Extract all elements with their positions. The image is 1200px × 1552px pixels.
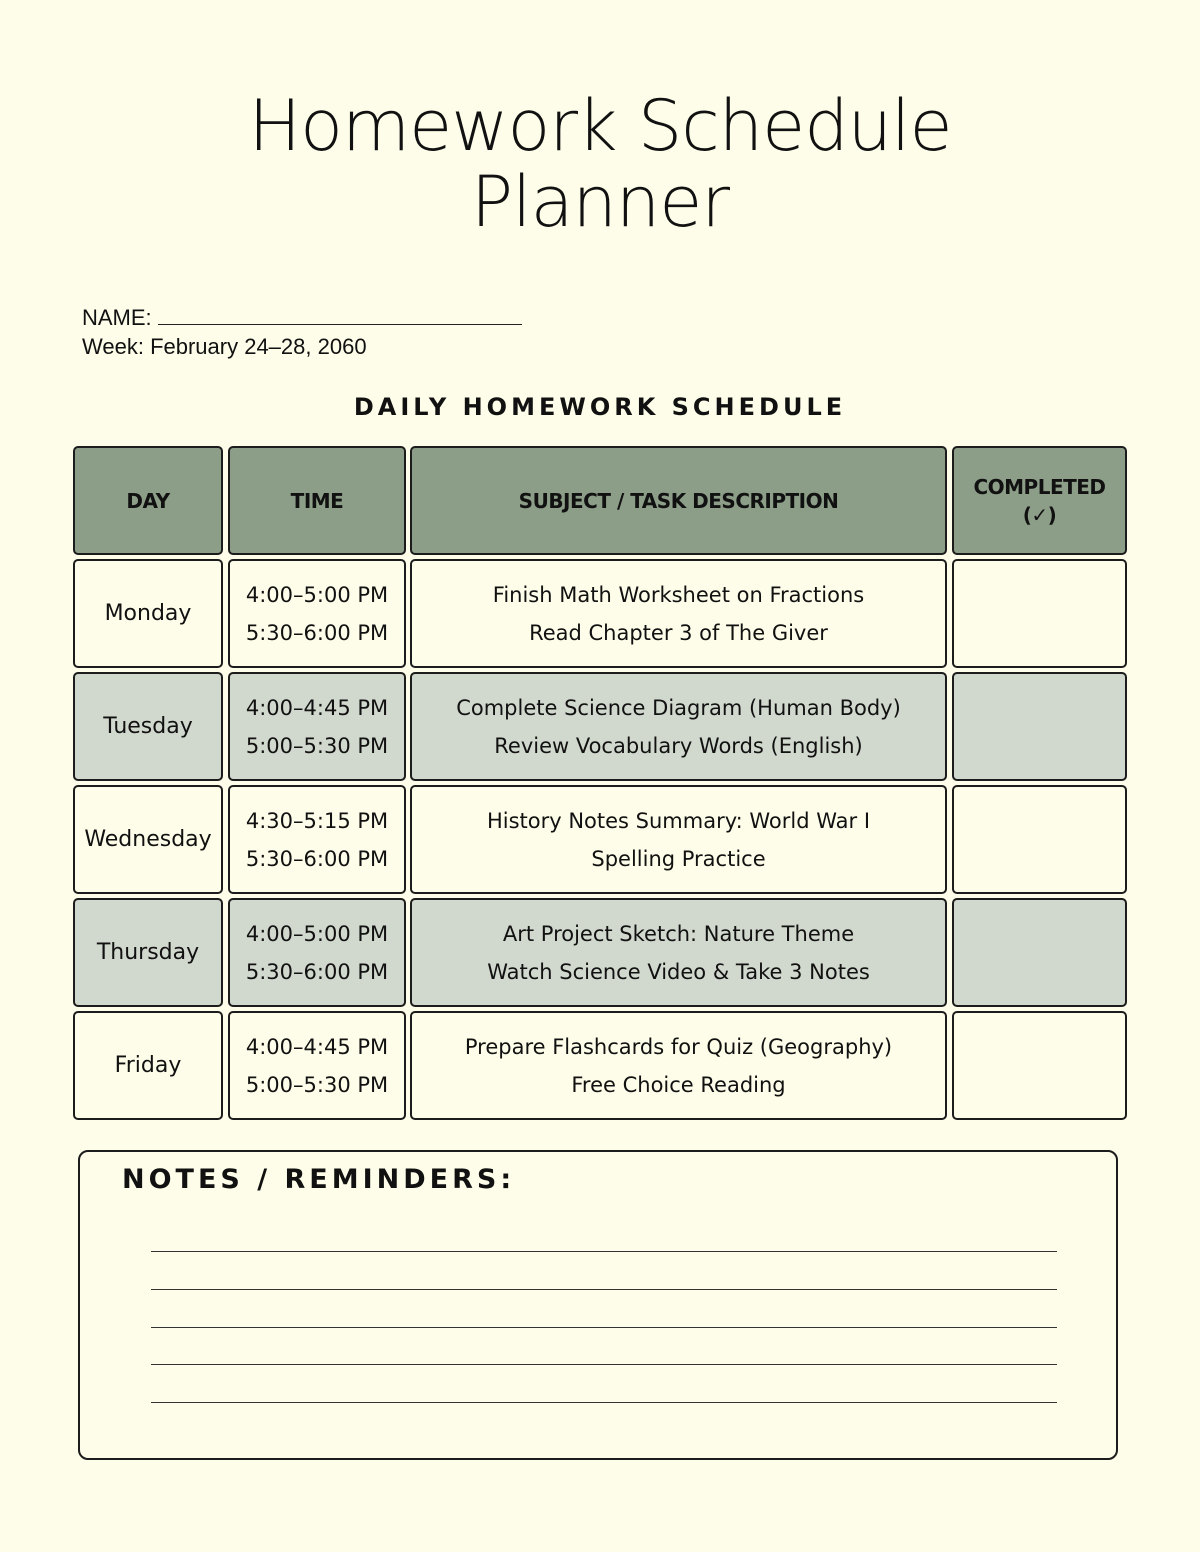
task-item: Watch Science Video & Take 3 Notes xyxy=(487,959,870,984)
time-slot: 5:30–6:00 PM xyxy=(245,846,389,871)
header-time-label: TIME xyxy=(290,488,344,513)
row-thursday-completed-box[interactable] xyxy=(952,898,1127,1007)
name-label: NAME: xyxy=(82,305,152,330)
day-label: Wednesday xyxy=(84,827,212,852)
task-item: Art Project Sketch: Nature Theme xyxy=(502,921,855,946)
task-item: Free Choice Reading xyxy=(571,1072,786,1097)
student-info xyxy=(82,302,522,361)
name-field-line[interactable] xyxy=(158,302,522,325)
task-item: Finish Math Worksheet on Fractions xyxy=(492,582,865,607)
header-completed xyxy=(952,446,1127,555)
row-monday-task xyxy=(410,559,947,668)
row-tuesday-day xyxy=(73,672,223,781)
note-line[interactable] xyxy=(151,1364,1057,1365)
checkmark-icon: (✓) xyxy=(1022,502,1057,527)
time-slot: 4:00–5:00 PM xyxy=(245,582,389,607)
notes-box xyxy=(78,1150,1118,1460)
day-label: Thursday xyxy=(96,940,200,965)
time-slot: 5:00–5:30 PM xyxy=(245,733,389,758)
note-line[interactable] xyxy=(151,1327,1057,1328)
row-friday-time xyxy=(228,1011,406,1120)
page-title xyxy=(0,85,1200,243)
time-slot: 4:00–5:00 PM xyxy=(245,921,389,946)
task-item: History Notes Summary: World War I xyxy=(486,808,871,833)
row-wednesday-completed-box[interactable] xyxy=(952,785,1127,894)
row-monday-completed-box[interactable] xyxy=(952,559,1127,668)
header-task-label: SUBJECT / TASK DESCRIPTION xyxy=(518,488,839,513)
time-slot: 4:30–5:15 PM xyxy=(245,808,389,833)
task-item: Spelling Practice xyxy=(591,846,766,871)
row-thursday-day xyxy=(73,898,223,1007)
row-monday-time xyxy=(228,559,406,668)
page-title-line-2: Planner xyxy=(470,161,730,243)
header-task xyxy=(410,446,947,555)
row-wednesday-time xyxy=(228,785,406,894)
day-label: Monday xyxy=(104,601,192,626)
name-row xyxy=(82,302,522,332)
row-thursday-time xyxy=(228,898,406,1007)
note-line[interactable] xyxy=(151,1251,1057,1252)
task-item: Read Chapter 3 of The Giver xyxy=(529,620,828,645)
time-slot: 5:00–5:30 PM xyxy=(245,1072,389,1097)
day-label: Tuesday xyxy=(103,714,193,739)
row-thursday-task xyxy=(410,898,947,1007)
note-line[interactable] xyxy=(151,1289,1057,1290)
row-monday-day xyxy=(73,559,223,668)
day-label: Friday xyxy=(114,1053,182,1078)
time-slot: 5:30–6:00 PM xyxy=(245,620,389,645)
task-item: Review Vocabulary Words (English) xyxy=(494,733,863,758)
task-item: Complete Science Diagram (Human Body) xyxy=(456,695,901,720)
row-wednesday-task xyxy=(410,785,947,894)
header-day xyxy=(73,446,223,555)
header-completed-label: COMPLETED xyxy=(973,474,1106,499)
time-slot: 4:00–4:45 PM xyxy=(245,695,389,720)
note-line[interactable] xyxy=(151,1402,1057,1403)
week-label: Week: February 24–28, 2060 xyxy=(82,334,367,359)
task-item: Prepare Flashcards for Quiz (Geography) xyxy=(464,1034,893,1059)
row-friday-day xyxy=(73,1011,223,1120)
row-tuesday-time xyxy=(228,672,406,781)
row-wednesday-day xyxy=(73,785,223,894)
row-tuesday-completed-box[interactable] xyxy=(952,672,1127,781)
notes-title: NOTES / REMINDERS: xyxy=(122,1164,516,1195)
schedule-heading: DAILY HOMEWORK SCHEDULE xyxy=(353,393,847,421)
time-slot: 5:30–6:00 PM xyxy=(245,959,389,984)
header-time xyxy=(228,446,406,555)
header-day-label: DAY xyxy=(126,488,170,513)
page-title-line-1: Homework Schedule xyxy=(248,85,952,167)
row-friday-completed-box[interactable] xyxy=(952,1011,1127,1120)
row-tuesday-task xyxy=(410,672,947,781)
time-slot: 4:00–4:45 PM xyxy=(245,1034,389,1059)
row-friday-task xyxy=(410,1011,947,1120)
